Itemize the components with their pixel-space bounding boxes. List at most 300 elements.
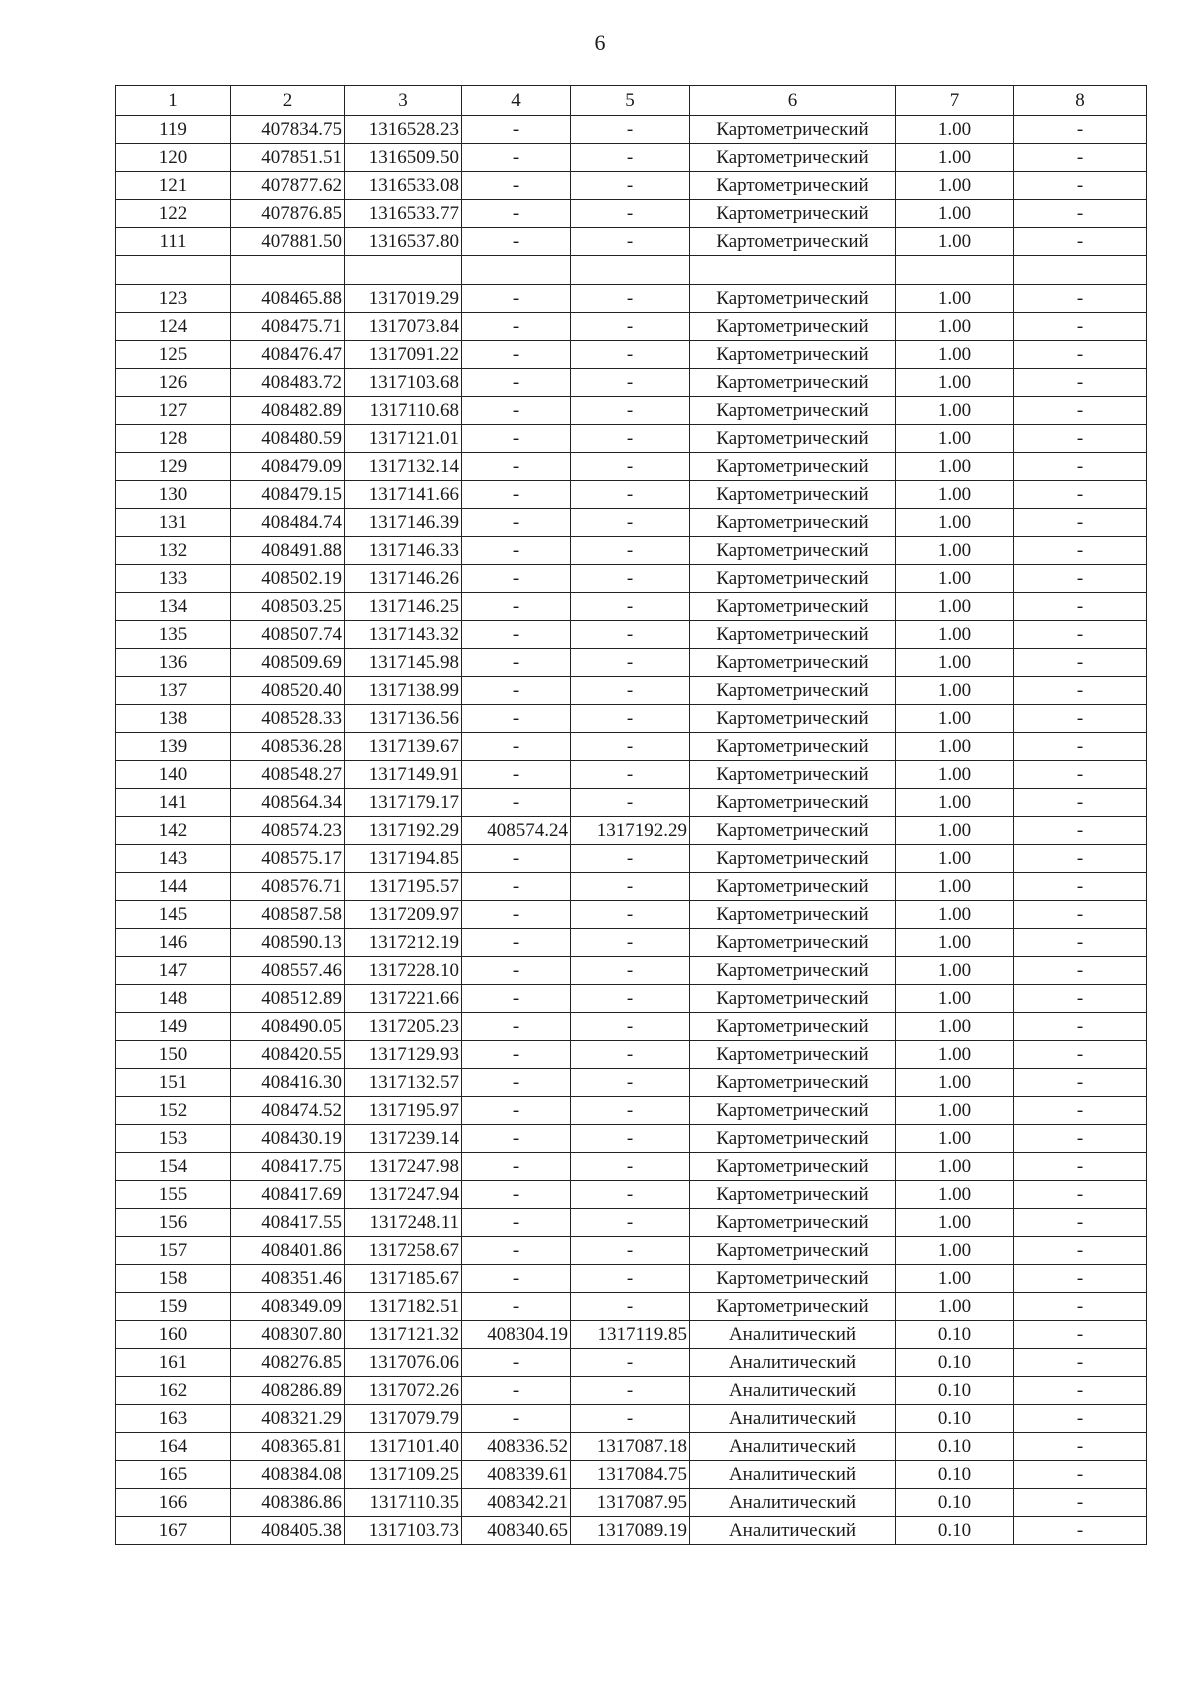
y-coordinate-alt-cell: - (571, 845, 690, 873)
point-number-cell: 126 (116, 369, 231, 397)
point-number-cell: 159 (116, 1293, 231, 1321)
y-coordinate-cell: 1316537.80 (345, 228, 462, 256)
point-number-cell: 111 (116, 228, 231, 256)
table-row (116, 1013, 1147, 1041)
y-coordinate-alt-cell: - (571, 1209, 690, 1237)
x-coordinate-cell: 408575.17 (231, 845, 345, 873)
y-coordinate-cell (345, 256, 462, 285)
description-cell: - (1014, 957, 1147, 985)
description-cell: - (1014, 593, 1147, 621)
accuracy-cell: 1.00 (896, 845, 1014, 873)
accuracy-cell: 1.00 (896, 1209, 1014, 1237)
y-coordinate-cell: 1317194.85 (345, 845, 462, 873)
method-cell: Картометрический (690, 1265, 896, 1293)
accuracy-cell: 1.00 (896, 1237, 1014, 1265)
point-number-cell: 149 (116, 1013, 231, 1041)
description-cell (1014, 256, 1147, 285)
y-coordinate-cell: 1317072.26 (345, 1377, 462, 1405)
point-number-cell: 123 (116, 285, 231, 313)
x-coordinate-cell: 408587.58 (231, 901, 345, 929)
point-number-cell: 133 (116, 565, 231, 593)
x-coordinate-alt-cell: - (462, 228, 571, 256)
point-number-cell: 122 (116, 200, 231, 228)
description-cell: - (1014, 397, 1147, 425)
y-coordinate-cell: 1317110.35 (345, 1489, 462, 1517)
y-coordinate-alt-cell: - (571, 144, 690, 172)
method-cell: Картометрический (690, 285, 896, 313)
description-cell: - (1014, 901, 1147, 929)
accuracy-cell: 1.00 (896, 453, 1014, 481)
table-row (116, 116, 1147, 144)
y-coordinate-alt-cell: - (571, 929, 690, 957)
point-number-cell: 145 (116, 901, 231, 929)
y-coordinate-cell: 1317182.51 (345, 1293, 462, 1321)
description-cell: - (1014, 1321, 1147, 1349)
x-coordinate-alt-cell: - (462, 397, 571, 425)
y-coordinate-alt-cell: - (571, 1041, 690, 1069)
accuracy-cell: 1.00 (896, 593, 1014, 621)
accuracy-cell: 1.00 (896, 1013, 1014, 1041)
table-row (116, 957, 1147, 985)
point-number-cell (116, 256, 231, 285)
x-coordinate-cell: 408480.59 (231, 425, 345, 453)
accuracy-cell: 0.10 (896, 1433, 1014, 1461)
x-coordinate-alt-cell: - (462, 761, 571, 789)
accuracy-cell: 1.00 (896, 957, 1014, 985)
x-coordinate-alt-cell: - (462, 705, 571, 733)
table-row (116, 172, 1147, 200)
table-row (116, 200, 1147, 228)
y-coordinate-alt-cell: - (571, 200, 690, 228)
x-coordinate-alt-cell: 408304.19 (462, 1321, 571, 1349)
method-cell: Картометрический (690, 1237, 896, 1265)
y-coordinate-cell: 1317145.98 (345, 649, 462, 677)
y-coordinate-alt-cell: - (571, 1181, 690, 1209)
description-cell: - (1014, 1097, 1147, 1125)
accuracy-cell: 0.10 (896, 1517, 1014, 1545)
y-coordinate-cell: 1317221.66 (345, 985, 462, 1013)
x-coordinate-alt-cell: - (462, 593, 571, 621)
method-cell: Картометрический (690, 789, 896, 817)
description-cell: - (1014, 621, 1147, 649)
y-coordinate-cell: 1317019.29 (345, 285, 462, 313)
x-coordinate-alt-cell: - (462, 957, 571, 985)
method-cell: Картометрический (690, 1209, 896, 1237)
table-row (116, 565, 1147, 593)
point-number-cell: 130 (116, 481, 231, 509)
point-number-cell: 125 (116, 341, 231, 369)
table-row (116, 1321, 1147, 1349)
x-coordinate-cell: 408276.85 (231, 1349, 345, 1377)
y-coordinate-cell: 1317110.68 (345, 397, 462, 425)
x-coordinate-alt-cell: 408342.21 (462, 1489, 571, 1517)
accuracy-cell: 1.00 (896, 789, 1014, 817)
description-cell: - (1014, 481, 1147, 509)
x-coordinate-cell: 408286.89 (231, 1377, 345, 1405)
y-coordinate-alt-cell: - (571, 1097, 690, 1125)
x-coordinate-cell: 408405.38 (231, 1517, 345, 1545)
y-coordinate-alt-cell: - (571, 509, 690, 537)
x-coordinate-cell: 408502.19 (231, 565, 345, 593)
y-coordinate-alt-cell (571, 256, 690, 285)
x-coordinate-cell: 407851.51 (231, 144, 345, 172)
point-number-cell: 147 (116, 957, 231, 985)
table-row (116, 1041, 1147, 1069)
y-coordinate-cell: 1316533.77 (345, 200, 462, 228)
y-coordinate-alt-cell: - (571, 957, 690, 985)
y-coordinate-cell: 1317239.14 (345, 1125, 462, 1153)
table-row (116, 256, 1147, 285)
x-coordinate-alt-cell: - (462, 985, 571, 1013)
table-row (116, 1517, 1147, 1545)
y-coordinate-cell: 1317103.68 (345, 369, 462, 397)
y-coordinate-cell: 1317132.57 (345, 1069, 462, 1097)
method-cell: Картометрический (690, 677, 896, 705)
x-coordinate-alt-cell: - (462, 172, 571, 200)
description-cell: - (1014, 341, 1147, 369)
method-cell: Картометрический (690, 172, 896, 200)
x-coordinate-cell: 408557.46 (231, 957, 345, 985)
description-cell: - (1014, 144, 1147, 172)
x-coordinate-cell: 408503.25 (231, 593, 345, 621)
point-number-cell: 160 (116, 1321, 231, 1349)
x-coordinate-alt-cell: - (462, 509, 571, 537)
y-coordinate-cell: 1317212.19 (345, 929, 462, 957)
x-coordinate-cell: 408512.89 (231, 985, 345, 1013)
x-coordinate-cell: 408351.46 (231, 1265, 345, 1293)
accuracy-cell: 0.10 (896, 1321, 1014, 1349)
y-coordinate-cell: 1317121.32 (345, 1321, 462, 1349)
x-coordinate-alt-cell: - (462, 1349, 571, 1377)
description-cell: - (1014, 985, 1147, 1013)
x-coordinate-cell: 408479.15 (231, 481, 345, 509)
method-cell: Картометрический (690, 1041, 896, 1069)
table-row (116, 228, 1147, 256)
point-number-cell: 141 (116, 789, 231, 817)
y-coordinate-alt-cell: 1317084.75 (571, 1461, 690, 1489)
x-coordinate-cell: 408576.71 (231, 873, 345, 901)
description-cell: - (1014, 873, 1147, 901)
x-coordinate-alt-cell: - (462, 873, 571, 901)
y-coordinate-cell: 1317141.66 (345, 481, 462, 509)
x-coordinate-cell: 408574.23 (231, 817, 345, 845)
method-cell: Аналитический (690, 1349, 896, 1377)
description-cell: - (1014, 1041, 1147, 1069)
y-coordinate-alt-cell: - (571, 677, 690, 705)
point-number-cell: 158 (116, 1265, 231, 1293)
description-cell: - (1014, 1489, 1147, 1517)
x-coordinate-cell: 408465.88 (231, 285, 345, 313)
description-cell: - (1014, 1069, 1147, 1097)
method-cell: Картометрический (690, 397, 896, 425)
method-cell: Картометрический (690, 369, 896, 397)
accuracy-cell: 1.00 (896, 313, 1014, 341)
x-coordinate-alt-cell: - (462, 1097, 571, 1125)
table-row (116, 1433, 1147, 1461)
y-coordinate-alt-cell: - (571, 1069, 690, 1097)
description-cell: - (1014, 761, 1147, 789)
table-row (116, 705, 1147, 733)
y-coordinate-cell: 1317109.25 (345, 1461, 462, 1489)
point-number-cell: 142 (116, 817, 231, 845)
y-coordinate-cell: 1317121.01 (345, 425, 462, 453)
table-row (116, 985, 1147, 1013)
accuracy-cell: 1.00 (896, 481, 1014, 509)
y-coordinate-cell: 1317146.39 (345, 509, 462, 537)
x-coordinate-alt-cell: - (462, 929, 571, 957)
x-coordinate-alt-cell: - (462, 901, 571, 929)
y-coordinate-alt-cell: - (571, 1237, 690, 1265)
y-coordinate-cell: 1317149.91 (345, 761, 462, 789)
point-number-cell: 146 (116, 929, 231, 957)
y-coordinate-alt-cell: - (571, 1265, 690, 1293)
table-row (116, 481, 1147, 509)
description-cell: - (1014, 649, 1147, 677)
accuracy-cell: 1.00 (896, 116, 1014, 144)
accuracy-cell: 1.00 (896, 649, 1014, 677)
x-coordinate-alt-cell: - (462, 1041, 571, 1069)
y-coordinate-cell: 1317143.32 (345, 621, 462, 649)
x-coordinate-cell: 408490.05 (231, 1013, 345, 1041)
header-cell-5: 5 (571, 86, 690, 116)
accuracy-cell: 1.00 (896, 1069, 1014, 1097)
y-coordinate-cell: 1317247.98 (345, 1153, 462, 1181)
description-cell: - (1014, 1349, 1147, 1377)
y-coordinate-cell: 1317195.57 (345, 873, 462, 901)
accuracy-cell: 1.00 (896, 873, 1014, 901)
x-coordinate-cell: 408590.13 (231, 929, 345, 957)
description-cell: - (1014, 369, 1147, 397)
point-number-cell: 166 (116, 1489, 231, 1517)
y-coordinate-cell: 1317247.94 (345, 1181, 462, 1209)
table-row (116, 649, 1147, 677)
x-coordinate-cell: 408416.30 (231, 1069, 345, 1097)
y-coordinate-cell: 1317209.97 (345, 901, 462, 929)
accuracy-cell: 1.00 (896, 901, 1014, 929)
x-coordinate-alt-cell: - (462, 369, 571, 397)
description-cell: - (1014, 789, 1147, 817)
table-row (116, 1153, 1147, 1181)
table-row (116, 313, 1147, 341)
description-cell: - (1014, 1433, 1147, 1461)
method-cell: Картометрический (690, 453, 896, 481)
x-coordinate-alt-cell: 408574.24 (462, 817, 571, 845)
y-coordinate-alt-cell: - (571, 649, 690, 677)
x-coordinate-cell: 408482.89 (231, 397, 345, 425)
x-coordinate-alt-cell: - (462, 313, 571, 341)
point-number-cell: 136 (116, 649, 231, 677)
y-coordinate-cell: 1317248.11 (345, 1209, 462, 1237)
x-coordinate-cell: 408509.69 (231, 649, 345, 677)
x-coordinate-alt-cell: - (462, 1153, 571, 1181)
accuracy-cell: 1.00 (896, 1153, 1014, 1181)
description-cell: - (1014, 1013, 1147, 1041)
x-coordinate-cell: 408365.81 (231, 1433, 345, 1461)
table-body (116, 86, 1147, 1545)
accuracy-cell: 0.10 (896, 1349, 1014, 1377)
description-cell: - (1014, 509, 1147, 537)
x-coordinate-alt-cell: - (462, 677, 571, 705)
point-number-cell: 124 (116, 313, 231, 341)
y-coordinate-alt-cell: - (571, 565, 690, 593)
table-row (116, 1265, 1147, 1293)
table-row (116, 397, 1147, 425)
point-number-cell: 131 (116, 509, 231, 537)
description-cell: - (1014, 228, 1147, 256)
y-coordinate-cell: 1317228.10 (345, 957, 462, 985)
point-number-cell: 153 (116, 1125, 231, 1153)
table-row (116, 144, 1147, 172)
description-cell: - (1014, 1209, 1147, 1237)
x-coordinate-cell: 408476.47 (231, 341, 345, 369)
y-coordinate-alt-cell: - (571, 1349, 690, 1377)
y-coordinate-cell: 1317179.17 (345, 789, 462, 817)
point-number-cell: 155 (116, 1181, 231, 1209)
x-coordinate-alt-cell: - (462, 1069, 571, 1097)
point-number-cell: 120 (116, 144, 231, 172)
description-cell: - (1014, 1293, 1147, 1321)
x-coordinate-alt-cell: 408340.65 (462, 1517, 571, 1545)
description-cell: - (1014, 1125, 1147, 1153)
accuracy-cell: 1.00 (896, 509, 1014, 537)
method-cell: Картометрический (690, 565, 896, 593)
table-row (116, 873, 1147, 901)
point-number-cell: 167 (116, 1517, 231, 1545)
description-cell: - (1014, 929, 1147, 957)
y-coordinate-alt-cell: - (571, 116, 690, 144)
point-number-cell: 148 (116, 985, 231, 1013)
x-coordinate-alt-cell: - (462, 845, 571, 873)
table-row (116, 285, 1147, 313)
x-coordinate-alt-cell: - (462, 200, 571, 228)
y-coordinate-alt-cell: - (571, 397, 690, 425)
y-coordinate-alt-cell: - (571, 172, 690, 200)
method-cell: Аналитический (690, 1405, 896, 1433)
description-cell: - (1014, 1405, 1147, 1433)
x-coordinate-cell (231, 256, 345, 285)
table-row (116, 901, 1147, 929)
method-cell: Картометрический (690, 341, 896, 369)
x-coordinate-cell: 408349.09 (231, 1293, 345, 1321)
y-coordinate-cell: 1317146.33 (345, 537, 462, 565)
y-coordinate-alt-cell: - (571, 705, 690, 733)
x-coordinate-alt-cell: - (462, 453, 571, 481)
accuracy-cell: 1.00 (896, 1293, 1014, 1321)
method-cell: Картометрический (690, 200, 896, 228)
y-coordinate-alt-cell: - (571, 1405, 690, 1433)
table-row (116, 425, 1147, 453)
table-row (116, 1237, 1147, 1265)
x-coordinate-alt-cell: - (462, 1013, 571, 1041)
header-cell-4: 4 (462, 86, 571, 116)
method-cell: Картометрический (690, 509, 896, 537)
point-number-cell: 156 (116, 1209, 231, 1237)
point-number-cell: 164 (116, 1433, 231, 1461)
description-cell: - (1014, 313, 1147, 341)
table-row (116, 593, 1147, 621)
method-cell: Картометрический (690, 481, 896, 509)
table-row (116, 537, 1147, 565)
x-coordinate-cell: 408430.19 (231, 1125, 345, 1153)
accuracy-cell: 0.10 (896, 1405, 1014, 1433)
accuracy-cell: 1.00 (896, 761, 1014, 789)
description-cell: - (1014, 705, 1147, 733)
description-cell: - (1014, 425, 1147, 453)
y-coordinate-alt-cell: - (571, 537, 690, 565)
y-coordinate-cell: 1317146.26 (345, 565, 462, 593)
x-coordinate-alt-cell: - (462, 425, 571, 453)
y-coordinate-alt-cell: - (571, 761, 690, 789)
x-coordinate-alt-cell: - (462, 733, 571, 761)
accuracy-cell: 1.00 (896, 985, 1014, 1013)
y-coordinate-alt-cell: - (571, 453, 690, 481)
y-coordinate-alt-cell: - (571, 621, 690, 649)
y-coordinate-alt-cell: - (571, 985, 690, 1013)
description-cell: - (1014, 537, 1147, 565)
x-coordinate-alt-cell: - (462, 1293, 571, 1321)
table-row (116, 1209, 1147, 1237)
header-cell-3: 3 (345, 86, 462, 116)
point-number-cell: 137 (116, 677, 231, 705)
x-coordinate-cell: 408384.08 (231, 1461, 345, 1489)
y-coordinate-alt-cell: - (571, 228, 690, 256)
description-cell: - (1014, 1153, 1147, 1181)
x-coordinate-cell: 408536.28 (231, 733, 345, 761)
y-coordinate-alt-cell: - (571, 873, 690, 901)
x-coordinate-cell: 408507.74 (231, 621, 345, 649)
header-cell-6: 6 (690, 86, 896, 116)
y-coordinate-cell: 1316533.08 (345, 172, 462, 200)
y-coordinate-cell: 1317139.67 (345, 733, 462, 761)
x-coordinate-alt-cell: - (462, 116, 571, 144)
method-cell: Аналитический (690, 1321, 896, 1349)
header-cell-7: 7 (896, 86, 1014, 116)
description-cell: - (1014, 1265, 1147, 1293)
accuracy-cell: 1.00 (896, 369, 1014, 397)
x-coordinate-cell: 408564.34 (231, 789, 345, 817)
y-coordinate-alt-cell: - (571, 1153, 690, 1181)
description-cell: - (1014, 845, 1147, 873)
y-coordinate-alt-cell: - (571, 341, 690, 369)
method-cell: Картометрический (690, 1097, 896, 1125)
y-coordinate-alt-cell: - (571, 425, 690, 453)
y-coordinate-cell: 1317146.25 (345, 593, 462, 621)
x-coordinate-alt-cell: 408339.61 (462, 1461, 571, 1489)
table-row (116, 621, 1147, 649)
description-cell: - (1014, 1517, 1147, 1545)
header-cell-2: 2 (231, 86, 345, 116)
method-cell: Картометрический (690, 1069, 896, 1097)
point-number-cell: 144 (116, 873, 231, 901)
x-coordinate-alt-cell: - (462, 789, 571, 817)
method-cell: Картометрический (690, 1293, 896, 1321)
x-coordinate-alt-cell: - (462, 537, 571, 565)
description-cell: - (1014, 565, 1147, 593)
x-coordinate-alt-cell: - (462, 1265, 571, 1293)
point-number-cell: 128 (116, 425, 231, 453)
accuracy-cell: 1.00 (896, 1125, 1014, 1153)
description-cell: - (1014, 677, 1147, 705)
x-coordinate-alt-cell: - (462, 341, 571, 369)
x-coordinate-cell: 408483.72 (231, 369, 345, 397)
table-row (116, 845, 1147, 873)
y-coordinate-cell: 1316528.23 (345, 116, 462, 144)
x-coordinate-alt-cell: - (462, 1181, 571, 1209)
header-cell-1: 1 (116, 86, 231, 116)
method-cell: Картометрический (690, 705, 896, 733)
x-coordinate-alt-cell: 408336.52 (462, 1433, 571, 1461)
x-coordinate-cell: 408484.74 (231, 509, 345, 537)
